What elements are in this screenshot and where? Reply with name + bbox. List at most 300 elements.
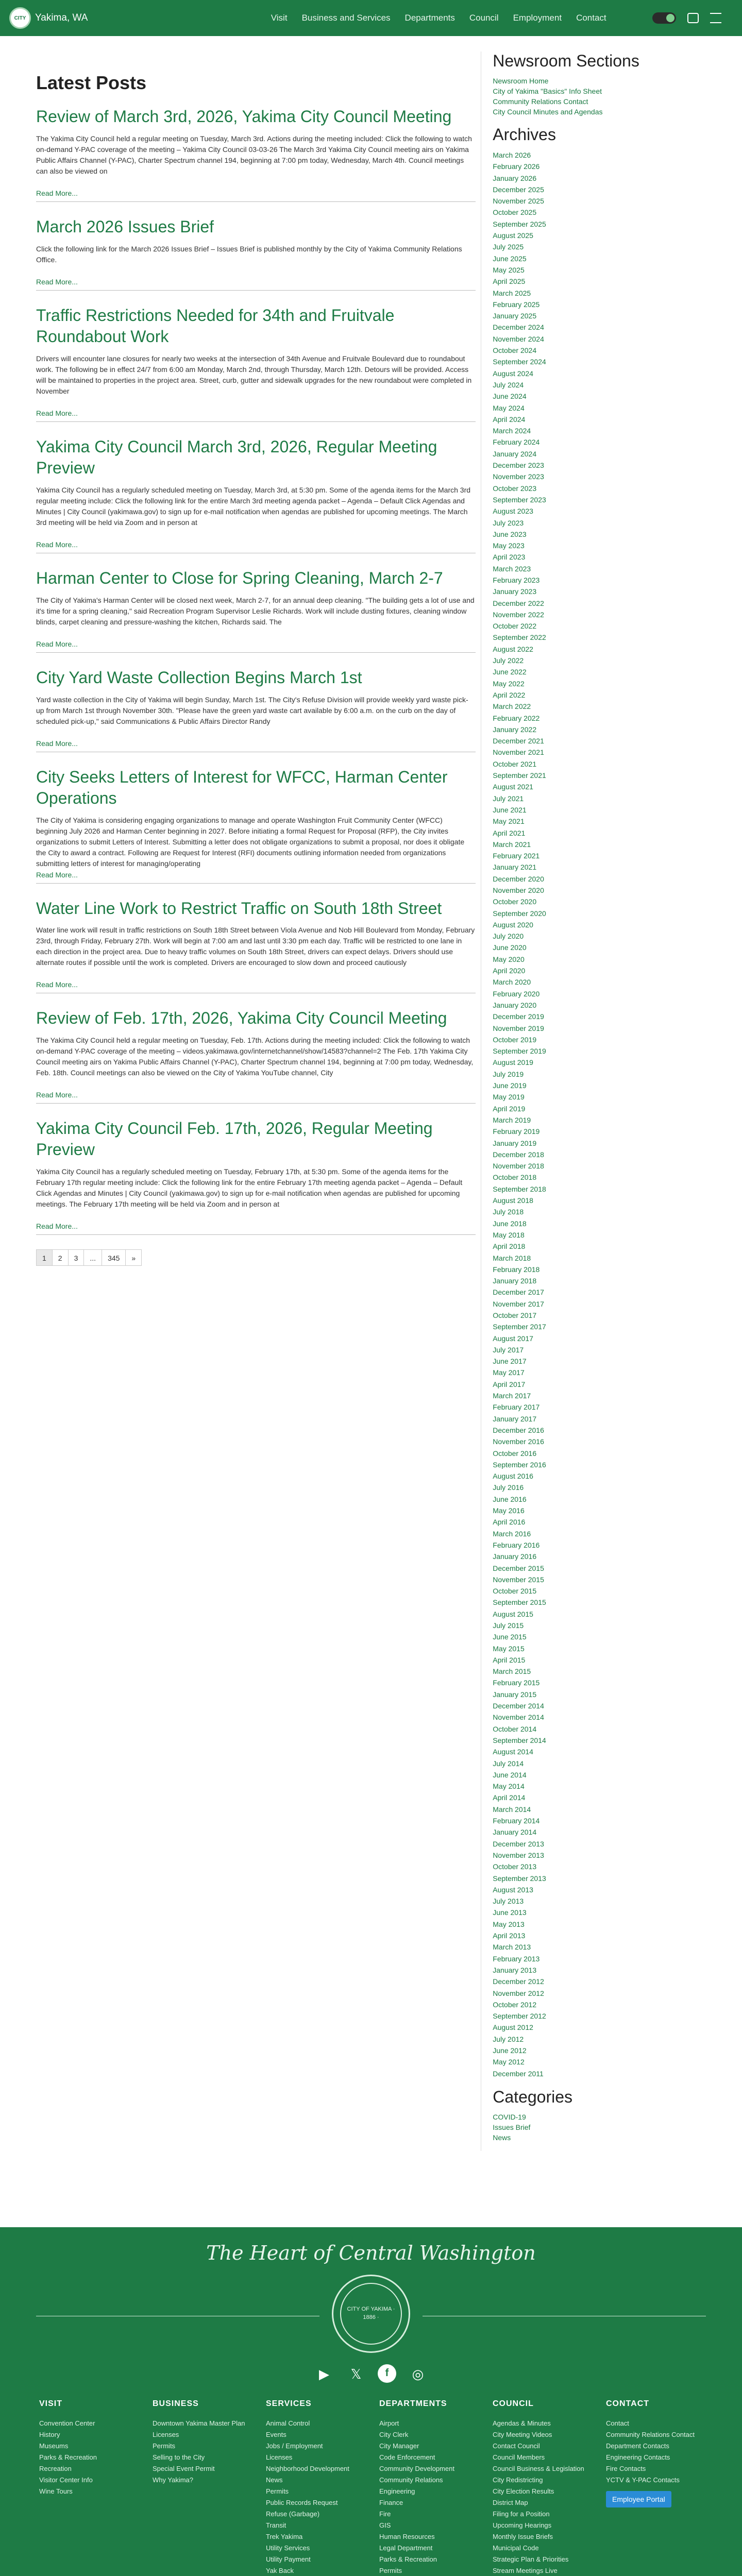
footer-link[interactable]: Licenses	[266, 2453, 293, 2461]
archive-item	[493, 173, 706, 184]
archive-link[interactable]: June 2019	[493, 1081, 527, 1090]
archive-link[interactable]: September 2022	[493, 633, 546, 642]
archive-link[interactable]: June 2013	[493, 1908, 527, 1917]
archive-link[interactable]: October 2024	[493, 346, 537, 355]
footer-link[interactable]: Utility Services	[266, 2544, 310, 2552]
archive-link[interactable]: December 2015	[493, 1564, 544, 1572]
footer-link[interactable]: Yak Back	[266, 2566, 294, 2574]
archive-link[interactable]: March 2013	[493, 1943, 531, 1952]
footer-link[interactable]: Council Members	[493, 2453, 545, 2461]
archive-link[interactable]: March 2014	[493, 1805, 531, 1814]
archive-link[interactable]: October 2022	[493, 622, 537, 631]
archive-link[interactable]: November 2024	[493, 334, 544, 343]
archive-link[interactable]: November 2020	[493, 886, 544, 894]
footer-link[interactable]: Airport	[379, 2419, 399, 2427]
archive-link[interactable]: September 2012	[493, 2012, 546, 2021]
archive-item	[493, 1252, 706, 1264]
nav-link-business-and-services[interactable]: Business and Services	[301, 13, 391, 23]
archive-link[interactable]: March 2016	[493, 1529, 531, 1538]
archive-link[interactable]: July 2016	[493, 1483, 524, 1492]
footer-link[interactable]: Finance	[379, 2498, 403, 2506]
archive-link[interactable]: April 2025	[493, 277, 526, 286]
archive-link[interactable]: October 2016	[493, 1449, 537, 1458]
archive-link[interactable]: January 2014	[493, 1828, 537, 1837]
archive-link[interactable]: November 2018	[493, 1162, 544, 1171]
archive-link[interactable]: December 2017	[493, 1288, 544, 1297]
archive-link[interactable]: July 2015	[493, 1621, 524, 1630]
read-more-link[interactable]: Read More...	[36, 409, 78, 417]
footer-link[interactable]: Stream Meetings Live	[493, 2566, 558, 2574]
archive-link[interactable]: July 2022	[493, 656, 524, 665]
footer-link[interactable]: YCTV & Y-PAC Contacts	[606, 2476, 680, 2484]
archive-item	[493, 1666, 706, 1677]
archive-link[interactable]: September 2020	[493, 909, 546, 918]
archive-link[interactable]: November 2014	[493, 1713, 544, 1722]
archive-link[interactable]: June 2015	[493, 1633, 527, 1641]
archive-link[interactable]: September 2016	[493, 1460, 546, 1469]
footer-link[interactable]: Animal Control	[266, 2419, 310, 2427]
archive-link[interactable]: February 2021	[493, 852, 540, 860]
archive-item	[493, 2033, 706, 2045]
archive-link[interactable]: August 2021	[493, 783, 533, 791]
footer-link[interactable]: Community Development	[379, 2464, 454, 2472]
footer-link[interactable]: Wine Tours	[39, 2487, 73, 2495]
archive-link[interactable]: October 2018	[493, 1173, 537, 1182]
archive-link[interactable]: August 2017	[493, 1334, 533, 1343]
post-title[interactable]: City Seeks Letters of Interest for WFCC, Harman Center Operations	[36, 767, 448, 807]
footer-link[interactable]: Community Relations	[379, 2476, 443, 2484]
archive-link[interactable]: November 2023	[493, 472, 544, 481]
footer-link[interactable]: GIS	[379, 2521, 391, 2529]
archive-link[interactable]: January 2025	[493, 312, 537, 320]
footer-link[interactable]: Neighborhood Development	[266, 2464, 349, 2472]
post-title[interactable]: Yakima City Council Feb. 17th, 2026, Regular Meeting Preview	[36, 1119, 433, 1159]
footer-link[interactable]: Department Contacts	[606, 2442, 669, 2450]
footer-link[interactable]: Permits	[153, 2442, 176, 2450]
newsroom-link[interactable]: Community Relations Contact	[493, 97, 588, 106]
footer-link[interactable]: Trek Yakima	[266, 2532, 303, 2540]
archive-link[interactable]: September 2023	[493, 495, 546, 504]
archive-link[interactable]: October 2021	[493, 759, 537, 768]
archive-link[interactable]: March 2024	[493, 427, 531, 435]
social-links	[0, 2364, 742, 2385]
archive-link[interactable]: January 2023	[493, 587, 537, 596]
archive-link[interactable]: January 2018	[493, 1277, 537, 1285]
footer-link[interactable]: Strategic Plan & Priorities	[493, 2555, 569, 2563]
archive-link[interactable]: March 2022	[493, 702, 531, 711]
footer-link[interactable]: Human Resources	[379, 2532, 435, 2540]
post-excerpt: The Yakima City Council held a regular meeting on Tuesday, Feb. 17th. Actions during the meeting included: Click the following to watch on-demand Y-PAC coverage of the meeting – videos.yakimawa.gov/internetchannel/show/14583?channel=2 The Feb. 17th Yakima City Council meeting airs on Yakima Public Affairs Channel (Y-PAC), Charter Spectrum channel 194, beginning at 7:00 pm today, Wednesday, Feb. 18th. Council meetings can also be viewed on the City of Yakima YouTube channel, City	[36, 1036, 474, 1077]
nav-link-contact[interactable]: Contact	[576, 13, 606, 23]
archive-link[interactable]: April 2024	[493, 415, 526, 423]
archive-link[interactable]: June 2024	[493, 392, 527, 401]
archive-link[interactable]: August 2013	[493, 1885, 533, 1894]
archive-link[interactable]: November 2015	[493, 1575, 544, 1584]
site-logo[interactable]	[9, 7, 88, 29]
archive-link[interactable]: October 2017	[493, 1311, 537, 1319]
footer-column-visit	[39, 2399, 153, 2576]
archive-link[interactable]: June 2014	[493, 1770, 527, 1779]
post-title[interactable]: Traffic Restrictions Needed for 34th and Fruitvale Roundabout Work	[36, 306, 395, 346]
footer-link[interactable]: Permits	[379, 2566, 402, 2574]
archive-link[interactable]: March 2018	[493, 1253, 531, 1262]
footer-link[interactable]: News	[266, 2476, 283, 2484]
archive-link[interactable]: December 2025	[493, 185, 544, 194]
employee-portal-button[interactable]: Employee Portal	[606, 2491, 671, 2507]
archive-link[interactable]: July 2020	[493, 932, 524, 941]
archive-link[interactable]: June 2023	[493, 530, 527, 538]
read-more-link[interactable]: Read More...	[36, 540, 78, 549]
archive-link[interactable]: February 2024	[493, 438, 540, 447]
archive-link[interactable]: December 2016	[493, 1426, 544, 1434]
archive-link[interactable]: January 2022	[493, 725, 537, 734]
archive-link[interactable]: February 2026	[493, 162, 540, 171]
archive-link[interactable]: November 2019	[493, 1024, 544, 1032]
archive-link[interactable]: October 2013	[493, 1862, 537, 1871]
footer-link[interactable]: Special Event Permit	[153, 2464, 215, 2472]
archive-link[interactable]: November 2025	[493, 197, 544, 206]
footer-link[interactable]: Selling to the City	[153, 2453, 205, 2461]
archive-link[interactable]: October 2023	[493, 484, 537, 493]
archive-item	[493, 529, 706, 540]
archive-link[interactable]: April 2015	[493, 1655, 526, 1664]
archive-link[interactable]: June 2012	[493, 2046, 527, 2055]
footer-link[interactable]: City Election Results	[493, 2487, 554, 2495]
footer-link[interactable]: Public Records Request	[266, 2498, 338, 2506]
archive-item	[493, 1999, 706, 2010]
archive-link[interactable]: January 2021	[493, 863, 537, 872]
page-link[interactable]: ...	[83, 1249, 102, 1266]
archive-link[interactable]: March 2019	[493, 1115, 531, 1124]
archive-link[interactable]: September 2024	[493, 358, 546, 366]
archive-item	[493, 1482, 706, 1493]
archive-link[interactable]: February 2023	[493, 575, 540, 584]
footer-link[interactable]: City Redistricting	[493, 2476, 543, 2484]
archive-link[interactable]: May 2023	[493, 541, 525, 550]
archive-link[interactable]: June 2017	[493, 1357, 527, 1366]
archive-link[interactable]: January 2019	[493, 1139, 537, 1147]
dark-mode-toggle[interactable]	[652, 12, 676, 24]
footer-link[interactable]: Parks & Recreation	[379, 2555, 437, 2563]
archive-link[interactable]: July 2012	[493, 2035, 524, 2043]
footer-link[interactable]: Filing for a Position	[493, 2510, 550, 2518]
footer-link[interactable]: Municipal Code	[493, 2544, 539, 2552]
footer-link[interactable]: Recreation	[39, 2464, 72, 2472]
archive-link[interactable]: August 2015	[493, 1609, 533, 1618]
archive-link[interactable]: January 2015	[493, 1690, 537, 1699]
archive-link[interactable]: December 2020	[493, 874, 544, 883]
archive-link[interactable]: April 2018	[493, 1242, 526, 1251]
archive-link[interactable]: September 2019	[493, 1047, 546, 1056]
archive-link[interactable]: September 2013	[493, 1874, 546, 1883]
archive-link[interactable]: April 2022	[493, 690, 526, 699]
archive-link[interactable]: December 2021	[493, 737, 544, 745]
archive-link[interactable]: January 2016	[493, 1552, 537, 1561]
page-link[interactable]: 345	[102, 1249, 126, 1266]
archive-link[interactable]: September 2014	[493, 1736, 546, 1744]
archive-item	[493, 218, 706, 230]
archive-link[interactable]: November 2013	[493, 1851, 544, 1859]
read-more-link[interactable]: Read More...	[36, 277, 78, 286]
archive-link[interactable]: July 2023	[493, 518, 524, 527]
archive-link[interactable]: August 2014	[493, 1748, 533, 1756]
footer-link[interactable]: Agendas & Minutes	[493, 2419, 551, 2427]
translate-icon[interactable]	[687, 13, 699, 23]
archive-link[interactable]: May 2020	[493, 955, 525, 963]
archive-link[interactable]: May 2019	[493, 1093, 525, 1101]
post-title[interactable]: Harman Center to Close for Spring Cleaning, March 2-7	[36, 568, 443, 587]
archive-link[interactable]: September 2021	[493, 771, 546, 780]
archive-link[interactable]: May 2014	[493, 1782, 525, 1791]
archive-link[interactable]: August 2020	[493, 920, 533, 929]
archive-link[interactable]: June 2018	[493, 1219, 527, 1228]
archive-link[interactable]: October 2025	[493, 208, 537, 217]
archive-link[interactable]: August 2025	[493, 231, 533, 240]
archive-link[interactable]: December 2019	[493, 1012, 544, 1021]
footer-link[interactable]: Code Enforcement	[379, 2453, 435, 2461]
read-more-link[interactable]: Read More...	[36, 980, 78, 989]
archive-link[interactable]: July 2024	[493, 380, 524, 389]
archive-link[interactable]: May 2021	[493, 817, 525, 826]
archive-link[interactable]: February 2019	[493, 1127, 540, 1136]
archive-link[interactable]: December 2014	[493, 1702, 544, 1710]
archive-item	[493, 2068, 706, 2079]
youtube-icon[interactable]: ▶	[319, 2366, 329, 2382]
archive-link[interactable]: May 2022	[493, 679, 525, 688]
archive-link[interactable]: November 2012	[493, 1989, 544, 1997]
archive-link[interactable]: February 2022	[493, 714, 540, 722]
archive-link[interactable]: January 2017	[493, 1414, 537, 1423]
footer-link[interactable]: Jobs / Employment	[266, 2442, 323, 2450]
archive-link[interactable]: November 2021	[493, 748, 544, 757]
read-more-link[interactable]: Read More...	[36, 1091, 78, 1099]
archive-link[interactable]: August 2012	[493, 2023, 533, 2032]
footer-link[interactable]: Engineering	[379, 2487, 415, 2495]
footer-link[interactable]: Convention Center	[39, 2419, 95, 2427]
read-more-link[interactable]: Read More...	[36, 1222, 78, 1231]
menu-icon[interactable]	[710, 13, 721, 23]
archive-link[interactable]: March 2023	[493, 564, 531, 573]
archive-link[interactable]: May 2016	[493, 1506, 525, 1515]
archive-link[interactable]: May 2018	[493, 1230, 525, 1239]
read-more-link[interactable]: Read More...	[36, 639, 78, 648]
page-link[interactable]: »	[125, 1249, 142, 1266]
newsroom-link[interactable]: Newsroom Home	[493, 77, 549, 85]
read-more-link[interactable]: Read More...	[36, 739, 78, 748]
archive-link[interactable]: June 2025	[493, 254, 527, 263]
archive-link[interactable]: May 2024	[493, 403, 525, 412]
footer-link[interactable]: Licenses	[153, 2430, 179, 2438]
footer-link[interactable]: Why Yakima?	[153, 2476, 193, 2484]
archive-link[interactable]: June 2022	[493, 668, 527, 676]
archive-link[interactable]: July 2017	[493, 1345, 524, 1354]
archive-link[interactable]: March 2020	[493, 978, 531, 987]
archive-link[interactable]: February 2016	[493, 1540, 540, 1549]
footer-link[interactable]: Refuse (Garbage)	[266, 2510, 320, 2518]
page-link[interactable]: 1	[36, 1249, 53, 1266]
footer-link[interactable]: Permits	[266, 2487, 289, 2495]
footer-link[interactable]: Fire	[379, 2510, 391, 2518]
archive-link[interactable]: June 2020	[493, 943, 527, 952]
archive-link[interactable]: May 2013	[493, 1920, 525, 1928]
category-link[interactable]: Issues Brief	[493, 2123, 531, 2131]
archive-link[interactable]: October 2012	[493, 2000, 537, 2009]
archive-link[interactable]: January 2020	[493, 1001, 537, 1009]
footer-link[interactable]: Events	[266, 2430, 286, 2438]
archive-link[interactable]: October 2014	[493, 1724, 537, 1733]
footer-link[interactable]: City Clerk	[379, 2430, 409, 2438]
footer-link[interactable]: Council Business & Legislation	[493, 2464, 584, 2472]
page-link[interactable]: 2	[52, 1249, 69, 1266]
archive-link[interactable]: September 2018	[493, 1184, 546, 1193]
archive-link[interactable]: September 2025	[493, 219, 546, 228]
footer-link[interactable]: Contact	[606, 2419, 629, 2427]
nav-link-employment[interactable]: Employment	[513, 13, 562, 23]
archive-link[interactable]: April 2017	[493, 1380, 526, 1388]
nav-link-visit[interactable]: Visit	[271, 13, 288, 23]
archive-link[interactable]: December 2013	[493, 1839, 544, 1848]
archive-link[interactable]: July 2021	[493, 794, 524, 803]
page-link[interactable]: 3	[68, 1249, 85, 1266]
archive-link[interactable]: July 2014	[493, 1759, 524, 1768]
newsroom-link[interactable]: City of Yakima "Basics" Info Sheet	[493, 87, 602, 95]
archive-link[interactable]: November 2017	[493, 1299, 544, 1308]
footer-link[interactable]: District Map	[493, 2498, 528, 2506]
archive-link[interactable]: May 2025	[493, 265, 525, 274]
newsroom-link[interactable]: City Council Minutes and Agendas	[493, 108, 603, 116]
footer-link[interactable]: Utility Payment	[266, 2555, 311, 2563]
archive-link[interactable]: March 2017	[493, 1392, 531, 1400]
footer-link[interactable]: Contact Council	[493, 2442, 540, 2450]
archive-item	[493, 1379, 706, 1390]
instagram-icon[interactable]: ◎	[412, 2366, 424, 2382]
archive-link[interactable]: August 2023	[493, 507, 533, 516]
archive-link[interactable]: April 2019	[493, 1104, 526, 1113]
archive-link[interactable]: November 2016	[493, 1437, 544, 1446]
archive-link[interactable]: February 2015	[493, 1679, 540, 1687]
post-title[interactable]: City Yard Waste Collection Begins March 1st	[36, 668, 362, 687]
archive-link[interactable]: June 2021	[493, 805, 527, 814]
archive-link[interactable]: April 2021	[493, 828, 526, 837]
read-more-link[interactable]: Read More...	[36, 870, 78, 879]
archive-link[interactable]: September 2017	[493, 1323, 546, 1331]
archive-link[interactable]: July 2019	[493, 1070, 524, 1078]
archive-link[interactable]: March 2025	[493, 289, 531, 297]
post-title[interactable]: Review of March 3rd, 2026, Yakima City Council Meeting	[36, 107, 452, 126]
footer-link[interactable]: Transit	[266, 2521, 286, 2529]
footer-link[interactable]: Engineering Contacts	[606, 2453, 670, 2461]
archive-link[interactable]: May 2015	[493, 1644, 525, 1653]
footer-link[interactable]: Upcoming Hearings	[493, 2521, 552, 2529]
archive-link[interactable]: February 2014	[493, 1817, 540, 1825]
archive-link[interactable]: December 2023	[493, 461, 544, 470]
archive-link[interactable]: February 2025	[493, 300, 540, 309]
archive-link[interactable]: December 2018	[493, 1150, 544, 1159]
archive-link[interactable]: October 2020	[493, 897, 537, 906]
archive-link[interactable]: June 2016	[493, 1495, 527, 1503]
archive-link[interactable]: February 2018	[493, 1265, 540, 1274]
post-title[interactable]: Water Line Work to Restrict Traffic on South 18th Street	[36, 899, 442, 918]
footer-link[interactable]: Legal Department	[379, 2544, 433, 2552]
archive-link[interactable]: April 2023	[493, 553, 526, 562]
footer-link[interactable]: City Meeting Videos	[493, 2430, 552, 2438]
nav-link-departments[interactable]: Departments	[404, 13, 455, 23]
archive-item	[493, 1769, 706, 1781]
archive-link[interactable]: July 2018	[493, 1208, 524, 1216]
archive-link[interactable]: April 2016	[493, 1518, 526, 1527]
footer-link[interactable]: Fire Contacts	[606, 2464, 646, 2472]
footer-link[interactable]: Community Relations Contact	[606, 2430, 695, 2438]
post-title[interactable]: Review of Feb. 17th, 2026, Yakima City Council Meeting	[36, 1009, 447, 1028]
read-more-link[interactable]: Read More...	[36, 189, 78, 197]
footer-link[interactable]: Visitor Center Info	[39, 2476, 93, 2484]
archive-link[interactable]: May 2012	[493, 2058, 525, 2066]
footer-link[interactable]: Monthly Issue Briefs	[493, 2532, 553, 2540]
archive-link[interactable]: January 2013	[493, 1965, 537, 1974]
archive-link[interactable]: October 2015	[493, 1587, 537, 1596]
archive-link[interactable]: August 2019	[493, 1058, 533, 1067]
archive-link[interactable]: October 2019	[493, 1035, 537, 1044]
post-title[interactable]: Yakima City Council March 3rd, 2026, Regular Meeting Preview	[36, 437, 437, 477]
archive-link[interactable]: January 2024	[493, 449, 537, 458]
archive-link[interactable]: February 2017	[493, 1403, 540, 1412]
post-title[interactable]: March 2026 Issues Brief	[36, 217, 214, 236]
category-link[interactable]: COVID-19	[493, 2112, 526, 2121]
archive-link[interactable]: December 2012	[493, 1977, 544, 1986]
archive-link[interactable]: March 2021	[493, 840, 531, 849]
archive-link[interactable]: November 2022	[493, 610, 544, 619]
archive-link[interactable]: December 2024	[493, 323, 544, 332]
archive-item	[493, 1149, 706, 1160]
archive-link[interactable]: August 2016	[493, 1472, 533, 1481]
footer-link[interactable]: Museums	[39, 2442, 69, 2450]
archive-link[interactable]: August 2024	[493, 369, 533, 378]
nav-link-council[interactable]: Council	[469, 13, 499, 23]
archive-link[interactable]: February 2020	[493, 989, 540, 998]
archive-link[interactable]: April 2014	[493, 1793, 526, 1802]
footer-link[interactable]: Downtown Yakima Master Plan	[153, 2419, 245, 2427]
archive-item	[493, 321, 706, 333]
x-twitter-icon[interactable]: 𝕏	[350, 2366, 362, 2382]
post-divider	[36, 652, 476, 653]
archive-link[interactable]: April 2020	[493, 967, 526, 975]
category-link[interactable]: News	[493, 2133, 511, 2142]
archive-link[interactable]: December 2022	[493, 599, 544, 607]
archive-item	[493, 632, 706, 643]
archive-item	[493, 1310, 706, 1321]
footer-link[interactable]: Parks & Recreation	[39, 2453, 97, 2461]
facebook-icon[interactable]: f	[378, 2364, 396, 2383]
archive-item	[493, 804, 706, 816]
archive-link[interactable]: February 2013	[493, 1954, 540, 1963]
post-list	[36, 106, 476, 1235]
archive-link[interactable]: March 2026	[493, 151, 531, 159]
archive-link[interactable]: July 2013	[493, 1897, 524, 1906]
archive-link[interactable]: March 2015	[493, 1667, 531, 1676]
footer-link[interactable]: History	[39, 2430, 60, 2438]
archive-link[interactable]: January 2026	[493, 174, 537, 182]
archive-link[interactable]: July 2025	[493, 243, 524, 251]
archive-link[interactable]: April 2013	[493, 1931, 526, 1940]
archive-link[interactable]: December 2011	[493, 2069, 544, 2078]
archive-item	[493, 988, 706, 999]
archive-item	[493, 827, 706, 839]
archive-link[interactable]: May 2017	[493, 1368, 525, 1377]
footer-link[interactable]: City Manager	[379, 2442, 419, 2450]
archive-link[interactable]: August 2022	[493, 645, 533, 653]
archive-link[interactable]: September 2015	[493, 1598, 546, 1607]
archive-link[interactable]: August 2018	[493, 1196, 533, 1205]
